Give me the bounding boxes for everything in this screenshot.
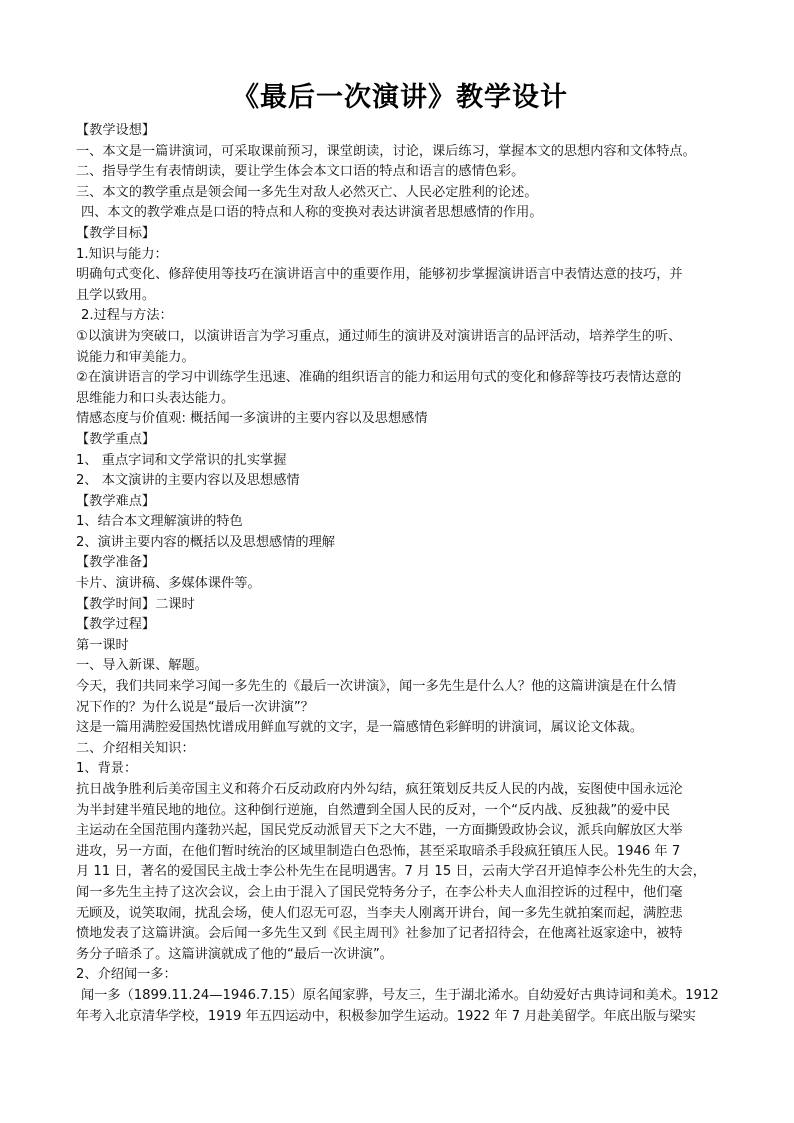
text-line: 务分子暗杀了。这篇讲演就成了他的“最后一次讲演”。 [76, 946, 393, 962]
text-line: 【教学目标】 [76, 225, 156, 241]
text-line: 【教学难点】 [76, 493, 156, 509]
text-line: 月 11 日，著名的爱国民主战士李公朴先生在昆明遇害。7 月 15 日，云南大学召开追悼李公朴先生的大会， [76, 864, 706, 880]
text-line: 明确句式变化、修辞使用等技巧在演讲语言中的重要作用，能够初步掌握演讲语言中表情达意的技巧，并 [76, 267, 683, 283]
text-line: ②在演讲语言的学习中训练学生迅速、准确的组织语言的能力和运用句式的变化和修辞等技巧表情达意的 [76, 370, 682, 386]
text-line: 1.知识与能力： [76, 246, 168, 262]
text-line: 卡片、演讲稿、多媒体课件等。 [76, 576, 261, 592]
text-line: 1、背景： [76, 761, 138, 777]
text-line: 【教学设想】 [76, 123, 156, 138]
text-line: 第一课时 [76, 637, 129, 653]
text-line: 主运动在全国范围内蓬勃兴起，国民党反动派冒天下之大不韪，一方面撕毁政协会议，派兵向解放区大举 [76, 823, 683, 839]
text-line: 1、结合本文理解演讲的特色 [76, 514, 243, 530]
text-line: 年考入北京清华学校，1919 年五四运动中，积极参加学生运动。1922 年 7 月赴美留学。年底出版与梁实 [76, 1008, 696, 1024]
text-line: 况下作的？为什么说是“最后一次讲演”？ [76, 699, 314, 715]
text-line: 说能力和审美能力。 [76, 349, 195, 365]
text-line: 抗日战争胜利后美帝国主义和蒋介石反动政府内外勾结，疯狂策划反共反人民的内战，妄图使中国永远沦 [76, 782, 683, 797]
text-line: 2、介绍闻一多： [76, 967, 177, 983]
text-line: 愤地发表了这篇讲演。会后闻一多先生又到《民主周刊》社参加了记者招待会，在他离社返家途中，被特 [76, 926, 683, 942]
text-line: 1、 重点字词和文学常识的扎实掌握 [76, 452, 287, 468]
text-line: ①以演讲为突破口，以演讲语言为学习重点，通过师生的演讲及对演讲语言的品评活动，培养学生的听、 [76, 328, 682, 344]
text-line: 【教学过程】 [76, 617, 156, 633]
document-body [76, 121, 724, 1027]
text-line: 【教学重点】 [76, 431, 156, 447]
text-line: 四、本文的教学难点是口语的特点和人称的变换对表达讲演者思想感情的作用。 [81, 205, 543, 221]
text-line: 2、演讲主要内容的概括以及思想感情的理解 [76, 534, 335, 550]
text-line: 进攻，另一方面，在他们暂时统治的区域里制造白色恐怖，甚至采取暗杀手段疯狂镇压人民。1946 年 7 [76, 843, 681, 859]
text-line: 情感态度与价值观: 概括闻一多演讲的主要内容以及思想感情 [76, 411, 428, 427]
text-line: 一、导入新课、解题。 [76, 658, 208, 674]
text-line: 二、介绍相关知识： [76, 740, 195, 756]
text-line: 闻一多先生主持了这次会议，会上由于混入了国民党特务分子，在李公朴夫人血泪控诉的过程中，他们毫 [76, 884, 683, 900]
text-line: 且学以致用。 [76, 287, 156, 303]
text-line: 【教学准备】 [76, 555, 156, 571]
text-line: 一、本文是一篇讲演词，可采取课前预习，课堂朗读，讨论，课后练习，掌握本文的思想内容和文体特点。 [76, 143, 696, 159]
text-line: 思维能力和口头表达能力。 [76, 390, 235, 406]
text-line: 三、本文的教学重点是领会闻一多先生对敌人必然灭亡、人民必定胜利的论述。 [76, 184, 538, 200]
text-line: 【教学时间】二课时 [76, 596, 195, 612]
text-line: 今天，我们共同来学习闻一多先生的《最后一次讲演》，闻一多先生是什么人？他的这篇讲演是在什么情 [76, 679, 677, 695]
text-line: 闻一多（1899.11.24—1946.7.15）原名闻家骅，号友三，生于湖北浠水。自幼爱好古典诗词和美术。1912 [81, 987, 719, 1003]
document-title: 《最后一次演讲》教学设计 [232, 82, 568, 113]
text-line: 这是一篇用满腔爱国热忱谱成用鲜血写就的文字，是一篇感情色彩鲜明的讲演词，属议论文体裁。 [76, 720, 644, 736]
text-line: 2.过程与方法： [81, 308, 173, 324]
text-line: 为半封建半殖民地的地位。这种倒行逆施，自然遭到全国人民的反对，一个“反内战、反独裁”的爱中民 [76, 802, 670, 818]
text-line: 无顾及，说笑取闹，扰乱会场，使人们忍无可忍，当李夫人刚离开讲台，闻一多先生就拍案而起，满腔悲 [76, 905, 683, 921]
text-line: 二、指导学生有表情朗读，要让学生体会本文口语的特点和语言的感情色彩。 [76, 164, 525, 180]
text-line: 2、 本文演讲的主要内容以及思想感情 [76, 473, 300, 489]
